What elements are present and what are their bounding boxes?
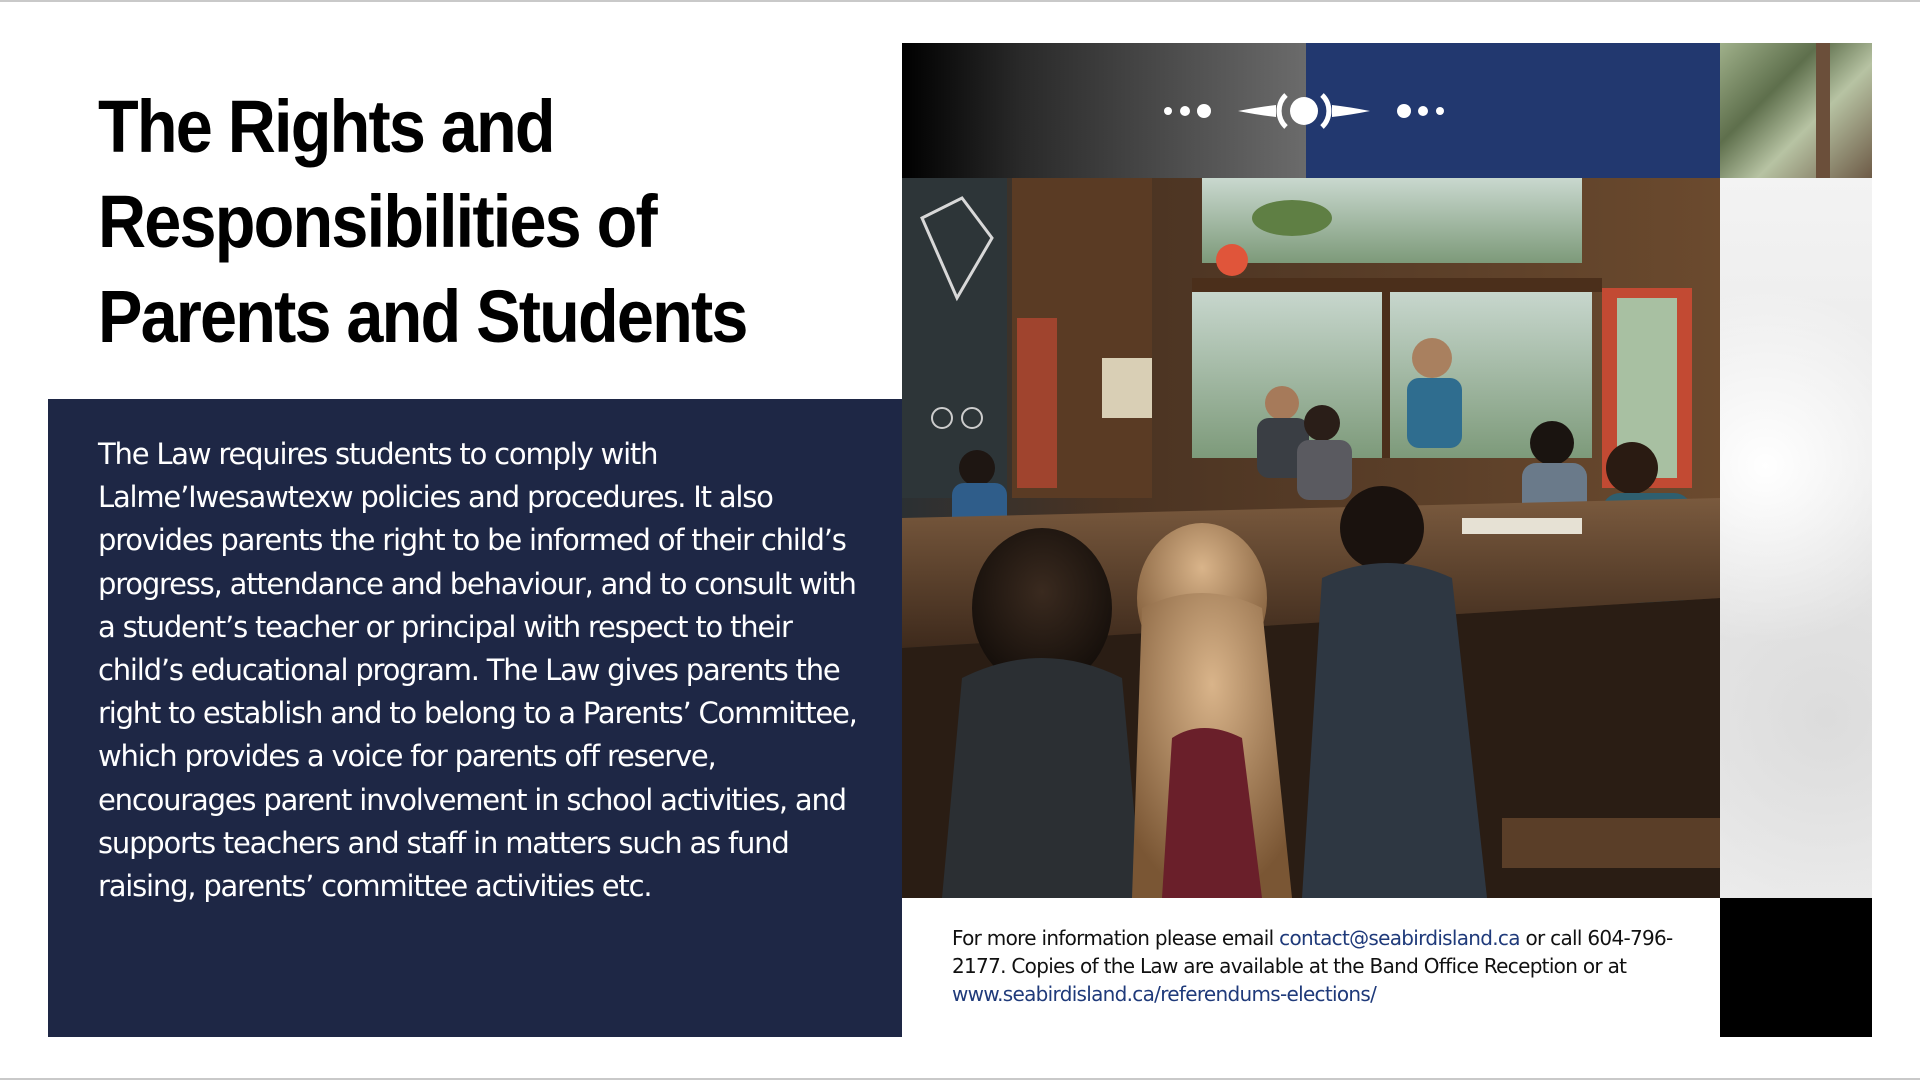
paper-texture-panel <box>1720 178 1872 898</box>
title-line-2: Responsibilities of <box>98 180 656 263</box>
title-area <box>48 43 902 399</box>
body-paragraph: The Law requires students to comply with Lalme’Iwesawtexw policies and procedures. It also provides parents the right to be informed of their child’s progress, attendance and behaviour, and to consult with a student’s teacher or principal with respect to their child’s educational program. The Law gives parents the right to establish and to belong to a Parents’ Committee, which provides a voice for parents off reserve, encourages parent involvement in school activities, and supports teachers and staff in matters such as fund raising, parents’ committee activities etc. <box>98 437 857 904</box>
window-photo-corner <box>1720 43 1872 178</box>
contact-text <box>952 924 1712 1008</box>
body-panel <box>48 399 902 1037</box>
window-frame <box>1816 43 1830 178</box>
moon-dots-logo-icon <box>1158 81 1498 141</box>
top-rule <box>0 0 1920 2</box>
contact-email-link[interactable]: contact@seabirdisland.ca <box>1279 926 1520 950</box>
referendums-elections-link[interactable]: www.seabirdisland.ca/referendums-elections/ <box>952 982 1377 1006</box>
contact-middle: or call 604-796-2177. Copies of the Law are available at the Band Office Reception or at <box>952 926 1673 978</box>
title-line-1: The Rights and <box>98 85 554 168</box>
classroom-illustration <box>902 178 1720 898</box>
classroom-photo <box>902 178 1720 898</box>
contact-prefix: For more information please email <box>952 926 1280 950</box>
slide <box>48 43 1872 1037</box>
title-line-3: Parents and Students <box>98 275 747 358</box>
page-title <box>98 79 800 364</box>
black-block <box>1720 898 1872 1037</box>
contact-area <box>902 898 1720 1037</box>
